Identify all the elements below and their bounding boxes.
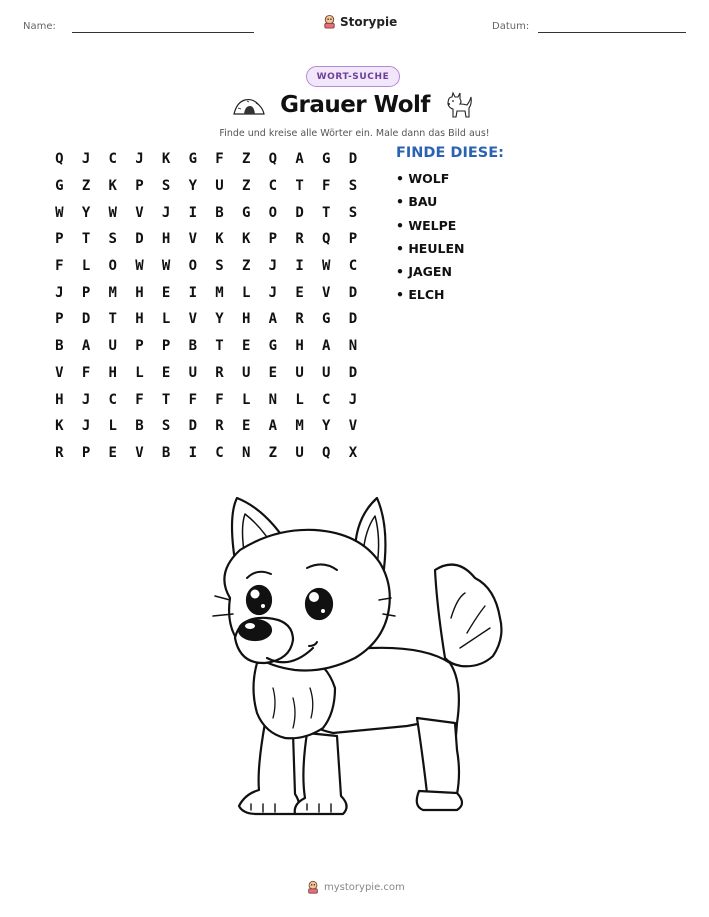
grid-letter[interactable]: C <box>215 444 224 461</box>
grid-letter[interactable]: H <box>108 364 117 381</box>
worksheet-type-badge: WORT-SUCHE <box>306 66 400 87</box>
grid-letter[interactable]: L <box>108 418 117 435</box>
grid-letter[interactable]: F <box>215 391 224 408</box>
grid-letter[interactable]: P <box>81 284 91 301</box>
grid-letter[interactable]: Y <box>322 418 331 435</box>
grid-letter[interactable]: H <box>135 311 144 328</box>
word-list <box>396 171 464 311</box>
grid-row <box>46 333 366 360</box>
grid-letter[interactable]: U <box>295 364 304 381</box>
grid-letter[interactable]: P <box>135 338 144 355</box>
grid-letter[interactable]: F <box>55 258 64 275</box>
brand-name: Storypie <box>340 14 398 29</box>
grid-letter[interactable]: L <box>241 284 251 301</box>
page-title: Grauer Wolf <box>280 92 430 118</box>
grid-letter[interactable]: K <box>215 231 224 248</box>
grid-letter[interactable]: U <box>322 364 331 381</box>
grid-letter[interactable]: D <box>188 418 197 435</box>
grid-letter[interactable]: A <box>295 151 304 168</box>
grid-letter[interactable]: W <box>322 258 331 275</box>
footer-url[interactable]: mystorypie.com <box>324 881 405 893</box>
grid-letter[interactable]: T <box>108 311 117 328</box>
storypie-logo-icon <box>306 880 320 894</box>
grid-letter[interactable]: G <box>322 311 331 328</box>
grid-letter[interactable]: H <box>241 311 251 328</box>
word-item: • WOLF <box>396 171 450 186</box>
grid-letter[interactable]: L <box>241 391 251 408</box>
grid-letter[interactable]: F <box>188 391 197 408</box>
grid-letter[interactable]: D <box>348 364 358 381</box>
grid-letter[interactable]: C <box>348 258 358 275</box>
grid-letter[interactable]: G <box>188 151 197 168</box>
grid-letter[interactable]: L <box>81 258 91 275</box>
word-item: • BAU <box>396 194 438 210</box>
grid-row <box>46 199 366 226</box>
grid-row <box>46 440 366 467</box>
word-item: • WELPE <box>396 217 457 233</box>
grid-letter[interactable]: V <box>135 444 144 461</box>
brand <box>322 14 397 29</box>
footer <box>306 880 405 894</box>
grid-letter[interactable]: J <box>81 418 91 435</box>
grid-letter[interactable]: V <box>188 311 197 328</box>
grid-letter[interactable]: E <box>161 364 171 381</box>
grid-letter[interactable]: J <box>268 258 278 275</box>
grid-letter[interactable]: U <box>188 364 197 381</box>
grid-letter[interactable]: F <box>322 178 331 195</box>
grid-letter[interactable]: Z <box>241 178 251 195</box>
grid-letter[interactable]: Z <box>81 178 91 195</box>
grid-letter[interactable]: A <box>268 418 278 435</box>
grid-letter[interactable]: I <box>188 444 197 461</box>
grid-letter[interactable]: T <box>81 231 91 248</box>
grid-letter[interactable]: O <box>188 258 197 275</box>
grid-letter[interactable]: T <box>161 391 171 408</box>
grid-letter[interactable]: D <box>348 311 358 328</box>
grid-letter[interactable]: R <box>215 364 224 381</box>
wolf-coloring-illustration[interactable] <box>195 488 515 833</box>
grid-letter[interactable]: T <box>322 204 331 221</box>
grid-letter[interactable]: M <box>108 284 117 301</box>
name-line[interactable] <box>72 32 254 33</box>
grid-letter[interactable]: E <box>241 418 251 435</box>
word-item: • HEULEN <box>396 240 465 256</box>
grid-row <box>46 413 366 440</box>
name-label: Name: <box>23 21 56 32</box>
grid-letter[interactable]: S <box>108 231 117 248</box>
grid-letter[interactable]: U <box>108 338 117 355</box>
grid-letter[interactable]: B <box>55 338 64 355</box>
grid-letter[interactable]: K <box>161 151 171 168</box>
grid-letter[interactable]: A <box>81 338 91 355</box>
grid-letter[interactable]: R <box>55 444 64 461</box>
wolf-puppy-icon <box>443 91 473 119</box>
grid-letter[interactable]: N <box>268 391 278 408</box>
grid-letter[interactable]: O <box>268 204 278 221</box>
grid-letter[interactable]: D <box>348 151 358 168</box>
grid-letter[interactable]: F <box>215 151 224 168</box>
grid-letter[interactable]: V <box>188 231 197 248</box>
grid-letter[interactable]: K <box>241 231 251 248</box>
grid-letter[interactable]: L <box>295 391 304 408</box>
grid-letter[interactable]: J <box>55 284 64 301</box>
grid-letter[interactable]: U <box>215 178 224 195</box>
grid-letter[interactable]: Q <box>322 231 331 248</box>
grid-letter[interactable]: Y <box>188 178 197 195</box>
grid-letter[interactable]: P <box>135 178 144 195</box>
grid-letter[interactable]: H <box>135 284 144 301</box>
grid-letter[interactable]: P <box>55 231 64 248</box>
grid-row <box>46 173 366 200</box>
date-line[interactable] <box>538 32 686 33</box>
grid-letter[interactable]: V <box>322 284 331 301</box>
grid-letter[interactable]: H <box>55 391 64 408</box>
grid-letter[interactable]: J <box>81 391 91 408</box>
grid-letter[interactable]: C <box>108 151 117 168</box>
grid-row <box>46 146 366 173</box>
grid-letter[interactable]: B <box>215 204 224 221</box>
instructions: Finde und kreise alle Wörter ein. Male dann das Bild aus! <box>219 128 490 139</box>
grid-row <box>46 279 366 306</box>
grid-letter[interactable]: V <box>135 204 144 221</box>
grid-letter[interactable]: P <box>348 231 358 248</box>
grid-letter[interactable]: S <box>161 418 171 435</box>
grid-letter[interactable]: H <box>295 338 304 355</box>
grid-row <box>46 306 366 333</box>
grid-letter[interactable]: Q <box>55 151 64 168</box>
grid-letter[interactable]: J <box>161 204 171 221</box>
grid-letter[interactable]: B <box>135 418 144 435</box>
word-list-title: FINDE DIESE: <box>396 145 504 161</box>
grid-letter[interactable]: J <box>135 151 144 168</box>
grid-letter[interactable]: U <box>295 444 304 461</box>
grid-row <box>46 253 366 280</box>
grid-letter[interactable]: E <box>108 444 117 461</box>
grid-letter[interactable]: I <box>188 204 197 221</box>
grid-letter[interactable]: Q <box>322 444 331 461</box>
grid-letter[interactable]: X <box>348 444 358 461</box>
grid-letter[interactable]: G <box>241 204 251 221</box>
grid-letter[interactable]: U <box>241 364 251 381</box>
grid-letter[interactable]: B <box>161 444 171 461</box>
grid-letter[interactable]: P <box>161 338 171 355</box>
grid-letter[interactable]: H <box>161 231 171 248</box>
grid-letter[interactable]: L <box>161 311 171 328</box>
grid-letter[interactable]: N <box>348 338 358 355</box>
grid-letter[interactable]: P <box>268 231 278 248</box>
grid-letter[interactable]: R <box>295 231 304 248</box>
grid-row <box>46 226 366 253</box>
grid-letter[interactable]: A <box>322 338 331 355</box>
grid-letter[interactable]: K <box>108 178 117 195</box>
letter-grid <box>46 146 366 466</box>
grid-letter[interactable]: S <box>348 178 358 195</box>
grid-letter[interactable]: W <box>161 258 171 275</box>
grid-letter[interactable]: C <box>108 391 117 408</box>
grid-letter[interactable]: A <box>268 311 278 328</box>
grid-letter[interactable]: N <box>241 444 251 461</box>
grid-letter[interactable]: W <box>55 204 64 221</box>
grid-letter[interactable]: E <box>268 364 278 381</box>
grid-letter[interactable]: G <box>322 151 331 168</box>
grid-letter[interactable]: T <box>215 338 224 355</box>
grid-letter[interactable]: W <box>108 204 117 221</box>
grid-row <box>46 386 366 413</box>
grid-letter[interactable]: R <box>215 418 224 435</box>
grid-letter[interactable]: M <box>215 284 224 301</box>
grid-letter[interactable]: J <box>268 284 278 301</box>
grid-letter[interactable]: E <box>161 284 171 301</box>
grid-letter[interactable]: Z <box>268 444 278 461</box>
grid-letter[interactable]: E <box>241 338 251 355</box>
grid-letter[interactable]: P <box>81 444 91 461</box>
den-icon <box>233 97 265 115</box>
grid-letter[interactable]: D <box>81 311 91 328</box>
grid-letter[interactable]: J <box>348 391 358 408</box>
grid-letter[interactable]: J <box>81 151 91 168</box>
grid-letter[interactable]: W <box>135 258 144 275</box>
grid-letter[interactable]: L <box>135 364 144 381</box>
grid-letter[interactable]: M <box>295 418 304 435</box>
grid-letter[interactable]: G <box>268 338 278 355</box>
grid-letter[interactable]: C <box>268 178 278 195</box>
grid-letter[interactable]: S <box>161 178 171 195</box>
grid-letter[interactable]: G <box>55 178 64 195</box>
grid-letter[interactable]: S <box>348 204 358 221</box>
grid-letter[interactable]: B <box>188 338 197 355</box>
grid-letter[interactable]: Y <box>81 204 91 221</box>
word-item: • JAGEN <box>396 264 452 280</box>
grid-letter[interactable]: I <box>295 258 304 275</box>
word-item: • ELCH <box>396 287 445 303</box>
grid-letter[interactable]: V <box>55 364 64 381</box>
grid-letter[interactable]: K <box>55 418 64 435</box>
grid-letter[interactable]: D <box>295 204 304 221</box>
date-label: Datum: <box>492 21 530 32</box>
grid-letter[interactable]: Z <box>241 151 251 168</box>
storypie-logo-icon <box>322 14 337 29</box>
grid-letter[interactable]: I <box>188 284 197 301</box>
grid-letter[interactable]: F <box>135 391 144 408</box>
grid-row <box>46 360 366 387</box>
grid-letter[interactable]: R <box>295 311 304 328</box>
grid-letter[interactable]: Z <box>241 258 251 275</box>
grid-letter[interactable]: O <box>108 258 117 275</box>
grid-letter[interactable]: Q <box>268 151 278 168</box>
grid-letter[interactable]: S <box>215 258 224 275</box>
grid-letter[interactable]: D <box>348 284 358 301</box>
grid-letter[interactable]: T <box>295 178 304 195</box>
grid-letter[interactable]: P <box>55 311 64 328</box>
grid-letter[interactable]: C <box>322 391 331 408</box>
grid-letter[interactable]: V <box>348 418 358 435</box>
grid-letter[interactable]: E <box>295 284 304 301</box>
grid-letter[interactable]: Y <box>215 311 224 328</box>
grid-letter[interactable]: D <box>135 231 144 248</box>
grid-letter[interactable]: F <box>81 364 91 381</box>
